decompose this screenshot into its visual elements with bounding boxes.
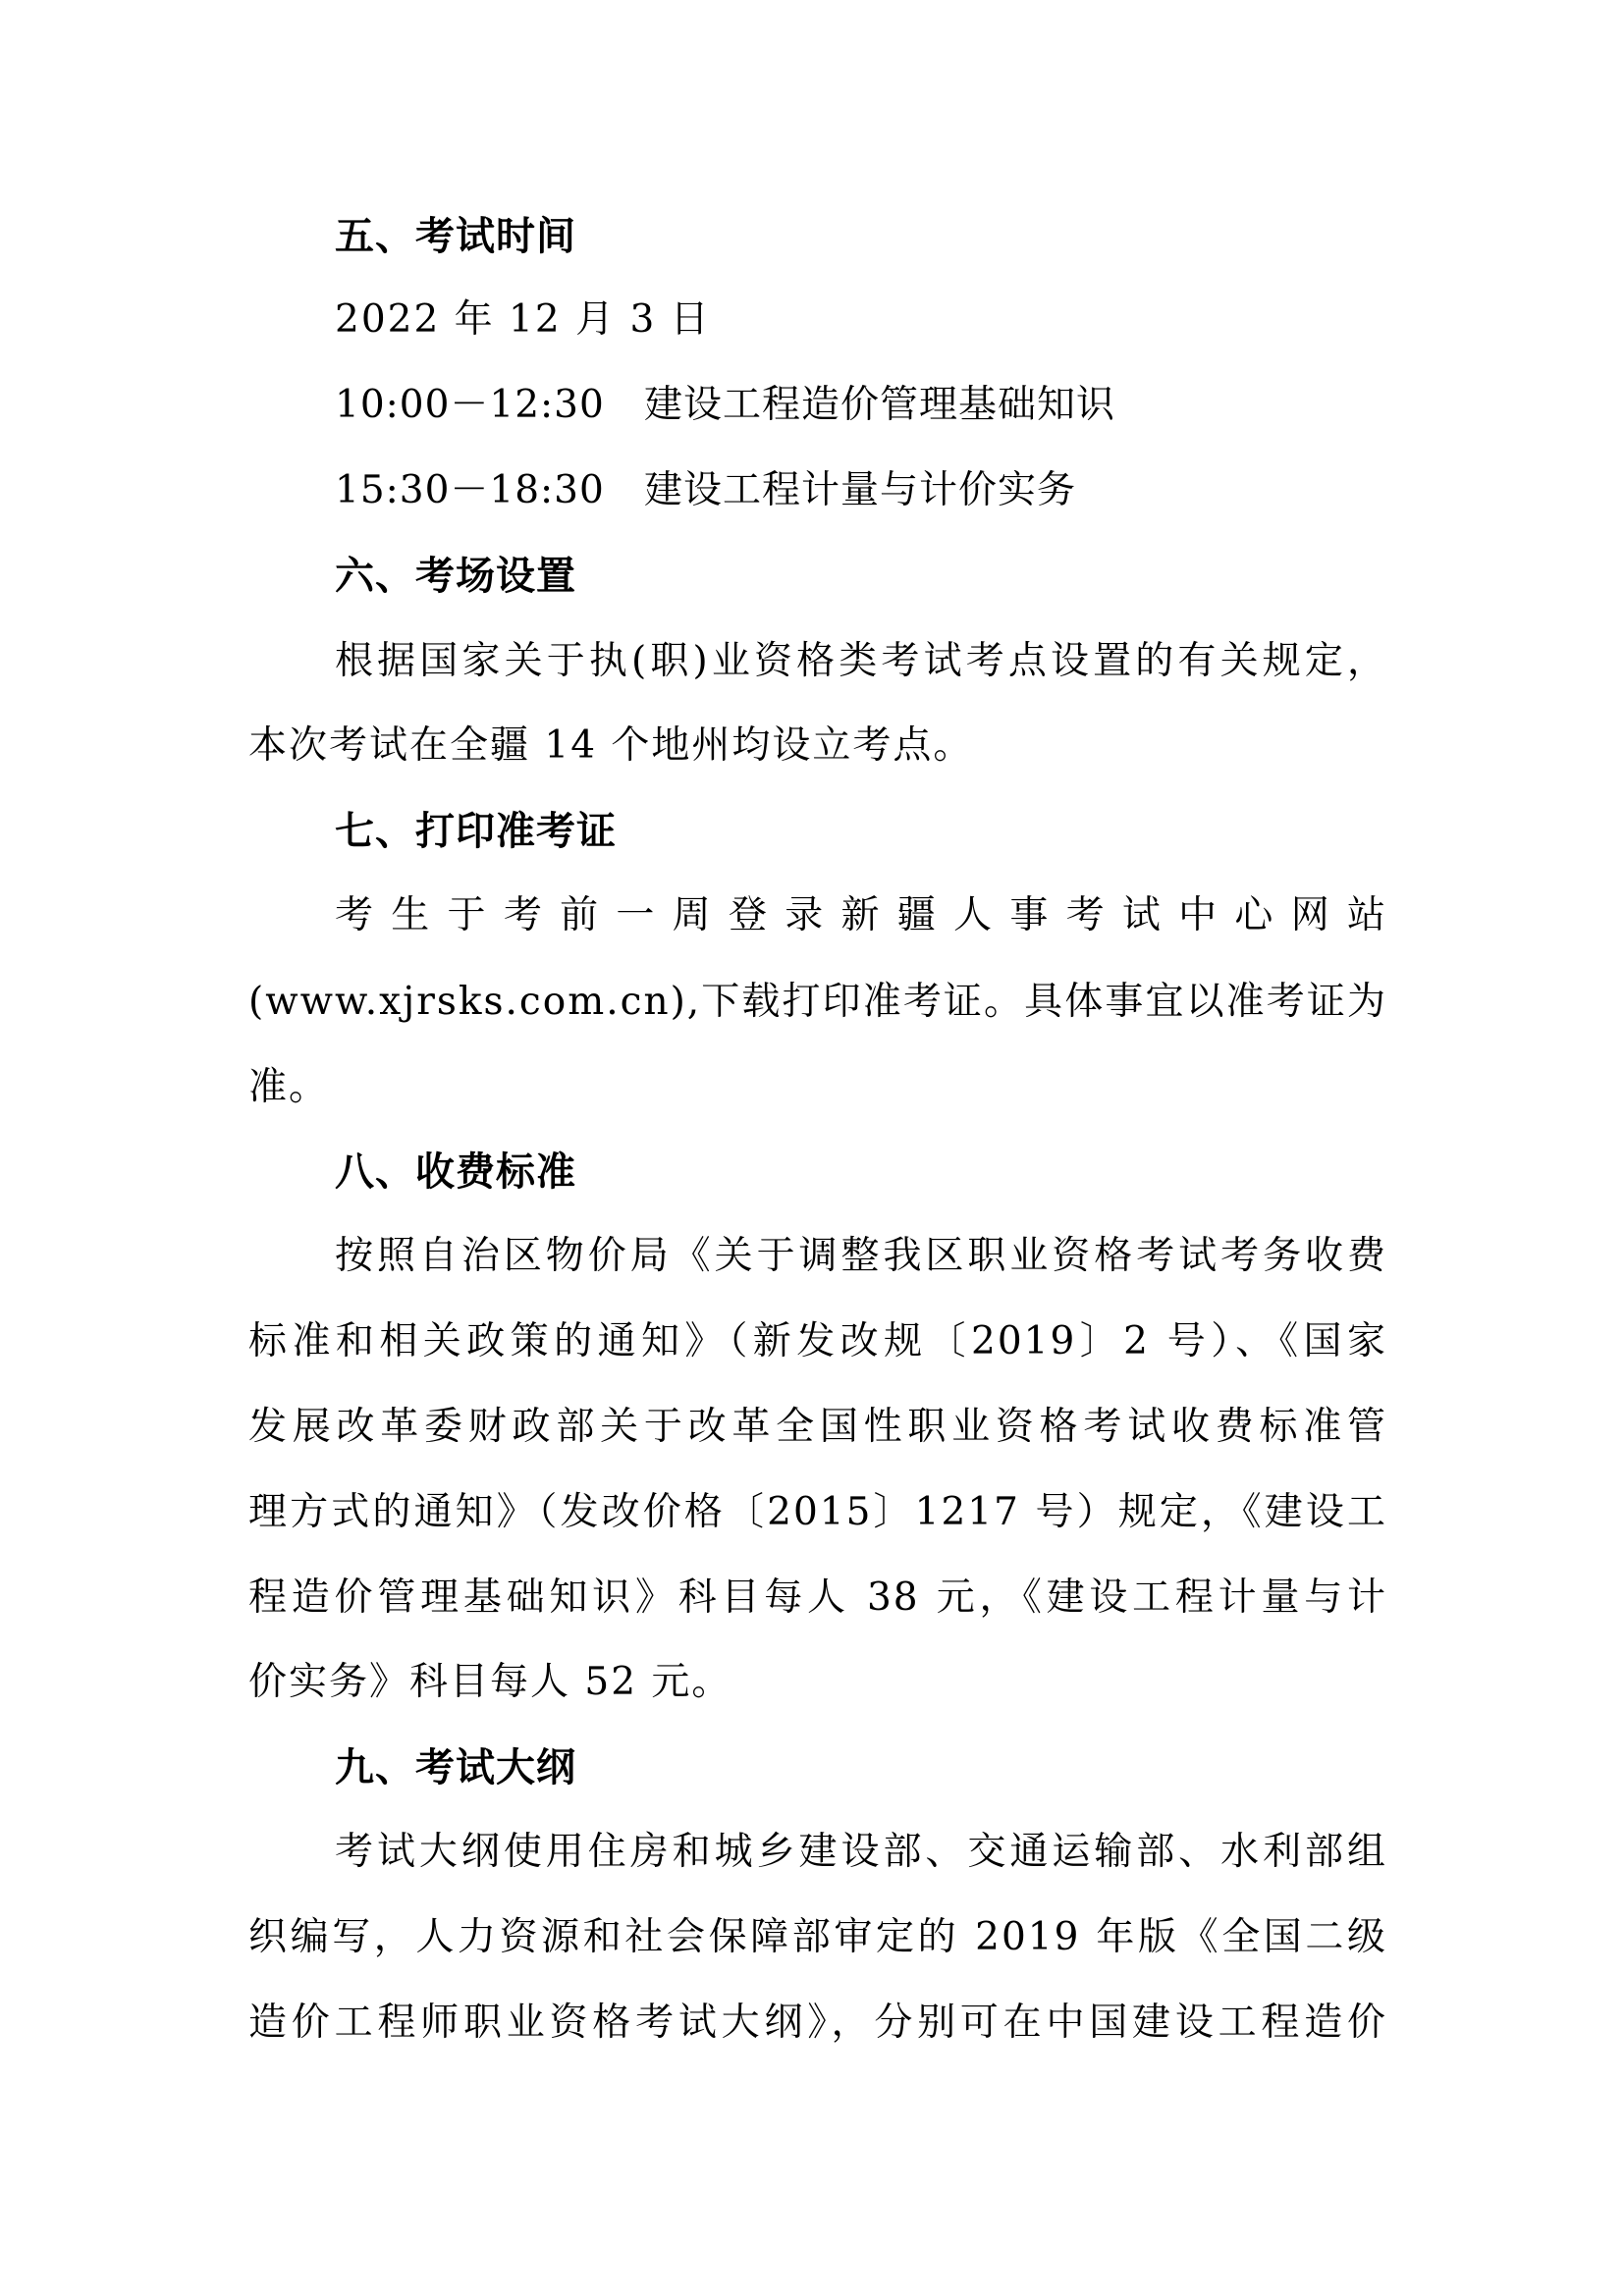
paragraph-line: 理方式的通知》（发改价格〔2015〕1217 号）规定，《建设工 — [248, 1490, 1387, 1534]
section-heading-exam-time: 五、考试时间 — [335, 214, 576, 259]
schedule-time: 15:30－18:30 — [335, 468, 605, 512]
schedule-subject: 建设工程计量与计价实务 — [644, 468, 1077, 512]
paragraph-line: 考试大纲使用住房和城乡建设部、交通运输部、水利部组 — [335, 1830, 1387, 1874]
schedule-time: 10:00－12:30 — [335, 383, 605, 427]
schedule-row-2 — [335, 461, 1387, 520]
schedule-subject: 建设工程造价管理基础知识 — [644, 383, 1116, 427]
paragraph-line: 考生于考前一周登录新疆人事考试中心网站 — [335, 893, 1387, 937]
paragraph-line: 本次考试在全疆 14 个地州均设立考点。 — [248, 723, 974, 768]
section-heading-syllabus: 九、考试大纲 — [335, 1745, 576, 1790]
exam-date: 2022 年 12 月 3 日 — [335, 297, 711, 342]
paragraph-line: 价实务》科目每人 52 元。 — [248, 1660, 732, 1704]
paragraph-line: 造价工程师职业资格考试大纲》，分别可在中国建设工程造价 — [248, 2001, 1387, 2045]
section-heading-venue: 六、考场设置 — [335, 554, 576, 599]
paragraph-line: 按照自治区物价局《关于调整我区职业资格考试考务收费 — [335, 1234, 1387, 1278]
paragraph-line: 准。 — [248, 1065, 330, 1109]
paragraph-line: 织编写，人力资源和社会保障部审定的 2019 年版《全国二级 — [248, 1915, 1387, 1959]
paragraph-line: 根据国家关于执(职)业资格类考试考点设置的有关规定， — [335, 639, 1387, 683]
paragraph-line: 程造价管理基础知识》科目每人 38 元，《建设工程计量与计 — [248, 1575, 1387, 1620]
schedule-row-1 — [335, 376, 1387, 435]
paragraph-line: 标准和相关政策的通知》（新发改规〔2019〕2 号）、《国家 — [248, 1319, 1387, 1363]
paragraph-line: (www.xjrsks.com.cn),下载打印准考证。具体事宜以准考证为 — [248, 980, 1387, 1024]
section-heading-fees: 八、收费标准 — [335, 1149, 576, 1195]
paragraph-line: 发展改革委财政部关于改革全国性职业资格考试收费标准管 — [248, 1405, 1387, 1449]
section-heading-admission-ticket: 七、打印准考证 — [335, 809, 617, 854]
